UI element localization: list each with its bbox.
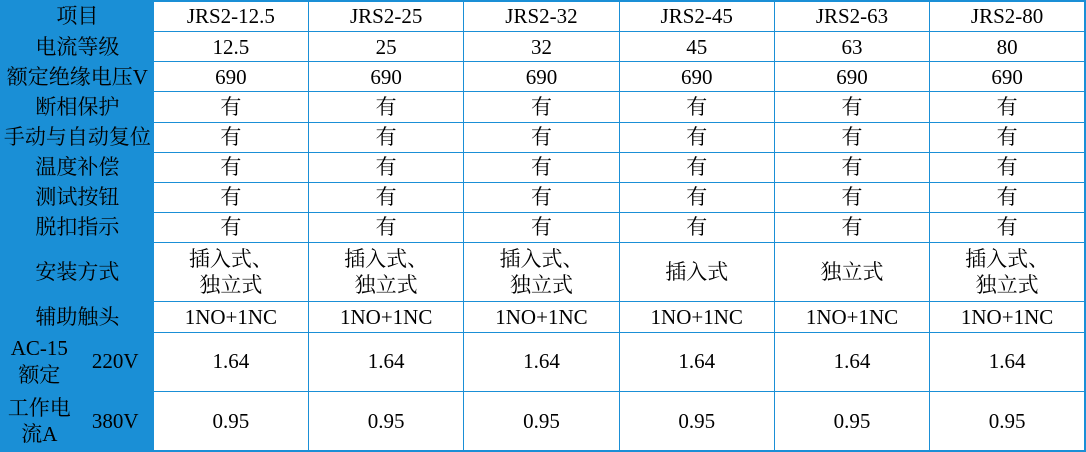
row-label: 温度补偿 (1, 152, 153, 182)
cell-line-1: 独立式 (820, 260, 884, 285)
table-cell: 有 (774, 92, 929, 122)
table-cell: 有 (464, 122, 619, 152)
group-label-line-2: 工作电流A (1, 391, 77, 451)
table-cell: 1.64 (309, 332, 464, 391)
table-cell: 80 (930, 32, 1085, 62)
row-label: 辅助触头 (1, 302, 153, 332)
header-cell-model-1: JRS2-12.5 (153, 1, 308, 32)
table-cell: 有 (774, 182, 929, 212)
table-cell: 有 (464, 92, 619, 122)
row-label: 脱扣指示 (1, 213, 153, 243)
table-row (1, 32, 1085, 62)
table-cell: 690 (774, 62, 929, 92)
table-cell: 有 (309, 92, 464, 122)
table-cell: 1NO+1NC (464, 302, 619, 332)
row-label: 断相保护 (1, 92, 153, 122)
table-cell: 45 (619, 32, 774, 62)
table-cell: 有 (153, 182, 308, 212)
table-row (1, 302, 1085, 332)
row-label: 手动与自动复位 (1, 122, 153, 152)
table-cell: 1NO+1NC (930, 302, 1085, 332)
table-cell: 32 (464, 32, 619, 62)
header-cell-model-2: JRS2-25 (309, 1, 464, 32)
table-cell: 1NO+1NC (309, 302, 464, 332)
cell-line-2: 独立式 (354, 273, 418, 298)
row-label: 额定绝缘电压V (1, 62, 153, 92)
table-cell: 有 (930, 122, 1085, 152)
table-cell: 有 (309, 182, 464, 212)
header-cell-model-4: JRS2-45 (619, 1, 774, 32)
table-cell: 1.64 (774, 332, 929, 391)
header-cell-model-3: JRS2-32 (464, 1, 619, 32)
cell-line-2: 独立式 (509, 273, 573, 298)
table-cell: 有 (153, 213, 308, 243)
table-row-ac15-380v (1, 391, 1085, 451)
table-cell: 有 (619, 213, 774, 243)
header-cell-item: 项目 (1, 1, 153, 32)
table-cell: 63 (774, 32, 929, 62)
table-cell: 有 (930, 152, 1085, 182)
table-row-ac15-220v (1, 332, 1085, 391)
row-label: 电流等级 (1, 32, 153, 62)
table-cell: 有 (774, 213, 929, 243)
table-cell: 690 (153, 62, 308, 92)
table-row (1, 182, 1085, 212)
cell-line-2: 独立式 (199, 273, 263, 298)
table-cell: 有 (619, 122, 774, 152)
table-row (1, 122, 1085, 152)
table-row (1, 213, 1085, 243)
table-cell: 0.95 (309, 391, 464, 451)
table-row (1, 62, 1085, 92)
table-cell: 有 (153, 152, 308, 182)
cell-line-1: 插入式、 (344, 247, 429, 272)
table-cell: 1.64 (153, 332, 308, 391)
table-cell: 0.95 (619, 391, 774, 451)
row-label: 测试按钮 (1, 182, 153, 212)
cell-line-1: 插入式、 (188, 247, 273, 272)
table-cell: 1NO+1NC (774, 302, 929, 332)
table-cell: 有 (619, 92, 774, 122)
table-cell: 有 (309, 213, 464, 243)
table-cell (464, 243, 619, 302)
table-cell: 0.95 (930, 391, 1085, 451)
cell-line-1: 插入式、 (965, 247, 1050, 272)
table-cell: 0.95 (774, 391, 929, 451)
cell-line-1: 插入式 (665, 260, 729, 285)
table-cell: 有 (153, 92, 308, 122)
sub-row-label-220v: 220V (77, 332, 153, 391)
table-cell: 有 (309, 152, 464, 182)
table-header-row (1, 1, 1085, 32)
table-cell: 0.95 (464, 391, 619, 451)
table-cell: 1NO+1NC (619, 302, 774, 332)
row-label: 安装方式 (1, 243, 153, 302)
table-cell: 0.95 (153, 391, 308, 451)
table-cell: 12.5 (153, 32, 308, 62)
header-cell-model-6: JRS2-80 (930, 1, 1085, 32)
cell-line-1: 插入式、 (499, 247, 584, 272)
header-cell-model-5: JRS2-63 (774, 1, 929, 32)
table-cell: 有 (930, 213, 1085, 243)
table-cell: 有 (153, 122, 308, 152)
table-cell: 1NO+1NC (153, 302, 308, 332)
table-cell: 690 (309, 62, 464, 92)
table-row (1, 92, 1085, 122)
table-cell: 有 (774, 152, 929, 182)
table-row-install-method (1, 243, 1085, 302)
table-row (1, 152, 1085, 182)
table-cell: 1.64 (464, 332, 619, 391)
table-cell (930, 243, 1085, 302)
table-cell: 690 (619, 62, 774, 92)
table-cell: 690 (464, 62, 619, 92)
table-cell: 有 (464, 152, 619, 182)
cell-line-2: 独立式 (975, 273, 1039, 298)
table-cell: 有 (464, 182, 619, 212)
table-cell: 1.64 (930, 332, 1085, 391)
table-cell (774, 243, 929, 302)
table-cell: 有 (774, 122, 929, 152)
table-cell: 有 (619, 152, 774, 182)
group-label-line-1: AC-15额定 (1, 332, 77, 391)
table-cell (309, 243, 464, 302)
table-cell: 25 (309, 32, 464, 62)
table-cell: 有 (930, 182, 1085, 212)
table-cell: 690 (930, 62, 1085, 92)
table-cell: 有 (930, 92, 1085, 122)
table-cell (153, 243, 308, 302)
sub-row-label-380v: 380V (77, 391, 153, 451)
table-cell: 有 (619, 182, 774, 212)
table-cell: 有 (309, 122, 464, 152)
table-cell: 有 (464, 213, 619, 243)
table-cell (619, 243, 774, 302)
table-cell: 1.64 (619, 332, 774, 391)
